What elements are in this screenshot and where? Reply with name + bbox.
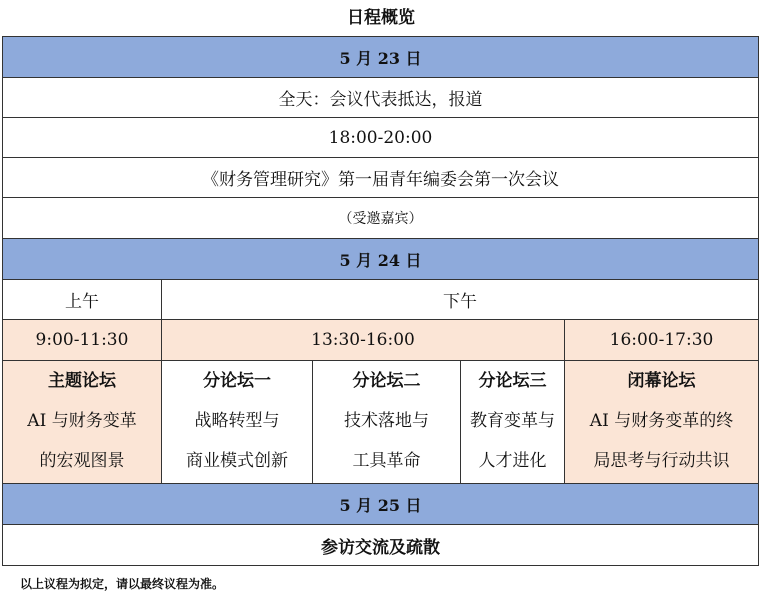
page-title: 日程概览 bbox=[347, 8, 415, 28]
forum-sub-1 bbox=[162, 361, 313, 484]
afternoon-label: 下午 bbox=[162, 280, 759, 320]
day1-date: 5 月 23 日 bbox=[3, 37, 759, 78]
day3-activity: 参访交流及疏散 bbox=[3, 525, 759, 566]
forum-name: 主题论坛 bbox=[48, 371, 116, 391]
forum-sub-2 bbox=[313, 361, 461, 484]
day1-info-row bbox=[3, 118, 759, 158]
forum-desc: 商业模式创新 bbox=[186, 451, 288, 471]
forum-desc: 人才进化 bbox=[478, 451, 547, 471]
morning-label: 上午 bbox=[3, 280, 162, 320]
forum-desc: AI 与财务变革 bbox=[27, 411, 137, 431]
day3-header-row bbox=[3, 484, 759, 525]
day3-date: 5 月 25 日 bbox=[3, 484, 759, 525]
forum-desc: 工具革命 bbox=[352, 451, 421, 471]
day2-header-row bbox=[3, 239, 759, 280]
forum-desc: 局思考与行动共识 bbox=[593, 451, 730, 471]
forum-sub-3 bbox=[461, 361, 565, 484]
forum-desc: 的宏观图景 bbox=[39, 451, 125, 471]
time-morning: 9:00-11:30 bbox=[3, 320, 162, 361]
day1-info-row bbox=[3, 198, 759, 239]
day1-info-row bbox=[3, 158, 759, 198]
day1-line-meeting: 《财务管理研究》第一届青年编委会第一次会议 bbox=[3, 158, 759, 198]
forum-closing bbox=[565, 361, 759, 484]
time-closing: 16:00-17:30 bbox=[565, 320, 759, 361]
day2-date: 5 月 24 日 bbox=[3, 239, 759, 280]
day1-line-guests: （受邀嘉宾） bbox=[3, 198, 759, 239]
session-label-row bbox=[3, 280, 759, 320]
day3-activity-row bbox=[3, 525, 759, 566]
time-afternoon: 13:30-16:00 bbox=[162, 320, 565, 361]
day1-line-arrival: 全天：会议代表抵达，报道 bbox=[3, 78, 759, 118]
schedule-table bbox=[2, 36, 759, 566]
forum-keynote bbox=[3, 361, 162, 484]
forum-name: 分论坛二 bbox=[352, 371, 421, 391]
forum-name: 分论坛一 bbox=[203, 371, 271, 391]
forum-desc: 战略转型与 bbox=[194, 411, 280, 431]
day1-line-time: 18:00-20:00 bbox=[3, 118, 759, 158]
day1-info-row bbox=[3, 78, 759, 118]
forum-desc: AI 与财务变革的终 bbox=[589, 411, 734, 431]
forum-desc: 技术落地与 bbox=[344, 411, 429, 431]
day1-header-row bbox=[3, 37, 759, 78]
time-row bbox=[3, 320, 759, 361]
forum-row bbox=[3, 361, 759, 484]
forum-name: 分论坛三 bbox=[478, 371, 547, 391]
forum-name: 闭幕论坛 bbox=[627, 371, 696, 391]
forum-desc: 教育变革与 bbox=[470, 411, 555, 431]
footnote: 以上议程为拟定，请以最终议程为准。 bbox=[20, 577, 225, 591]
